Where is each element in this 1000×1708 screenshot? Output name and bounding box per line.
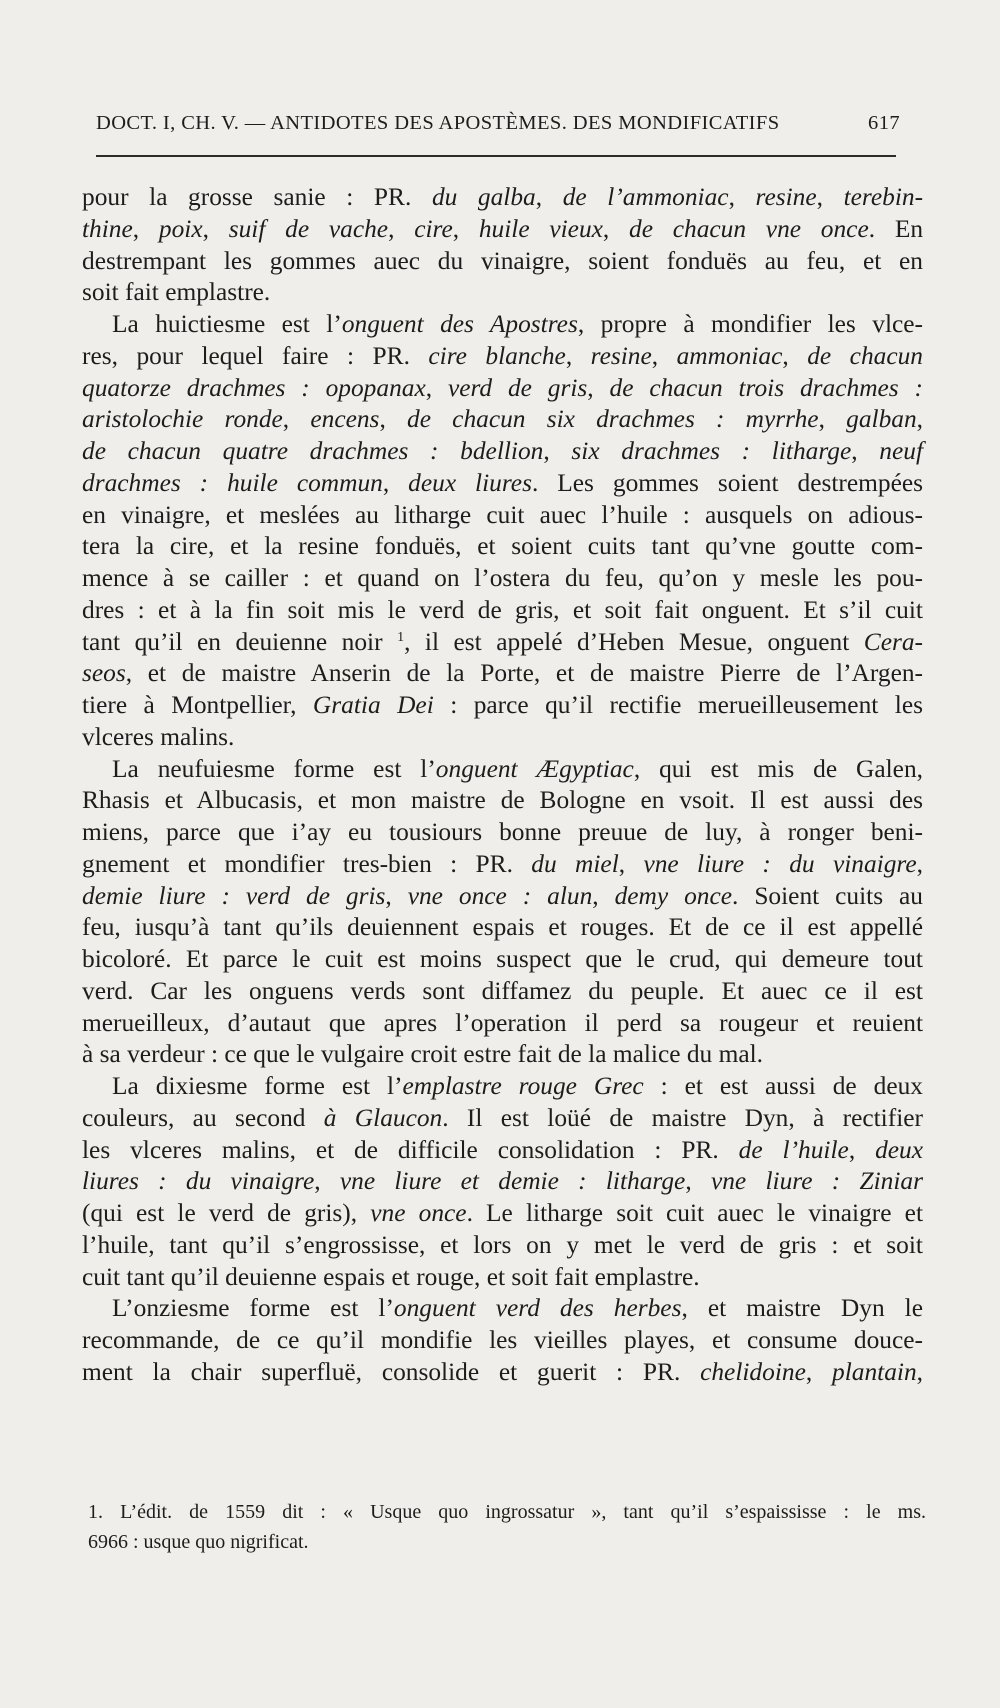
page-number: 617 [868,112,900,134]
text-line: seos, et de maistre Anserin de la Porte, et de maistre Pierre de l’Argen- [82,659,923,688]
text-line: vlceres malins. [82,722,235,751]
footnote-line: 1. L’édit. de 1559 dit : « Usque quo ingrossatur », tant qu’il s’espaississe : le ms. [88,1501,926,1523]
text-line: La huictiesme est l’onguent des Apostres, propre à mondifier les vlce- [112,310,923,338]
text-line: verd. Car les onguens verds sont diffamez du peuple. Et auec ce il est [82,976,923,1005]
text-line: Rhasis et Albucasis, et mon maistre de Bologne en vsoit. Il est aussi des [82,786,923,815]
running-header [96,112,900,135]
text-line: l’huile, tant qu’il s’engrossisse, et lors on y met le verd de gris : et soit [82,1230,923,1259]
text-line: tant qu’il en deuienne noir $^1$, il est appelé d’Heben Mesue, onguent Cera- [82,627,924,656]
text-line: les vlceres malins, et de difficile consolidation : PR. de l’huile, deux [82,1135,923,1164]
text-line: La dixiesme forme est l’emplastre rouge Grec : et est aussi de deux [112,1072,923,1100]
text-line: (qui est le verd de gris), vne once. Le litharge soit cuit auec le vinaigre et [82,1199,924,1227]
text-line: bicoloré. Et parce le cuit est moins suspect que le crud, qui demeure tout [82,945,923,973]
text-line: destrempant les gommes auec du vinaigre, soient fonduës au feu, et en [82,246,923,275]
text-line: recommande, de ce qu’il mondifie les vieilles playes, et consume douce- [82,1326,923,1354]
footnote-line: 6966 : usque quo nigrificat. [88,1531,309,1553]
text-line: thine, poix, suif de vache, cire, huile vieux, de chacun vne once. En [82,214,924,243]
header-rule [96,155,896,157]
text-line: mence à se cailler : et quand on l’ostera du feu, qu’on y mesle les pou- [82,564,923,592]
footnote [88,1497,926,1557]
text-line: ment la chair superfluë, consolide et guerit : PR. chelidoine, plantain, [82,1357,923,1386]
text-line: drachmes : huile commun, deux liures. Les gommes soient destrempées [82,468,923,497]
text-line: miens, parce que i’ay eu tousiours bonne preuue de luy, à ronger beni- [82,818,923,846]
text-line: res, pour lequel faire : PR. cire blanche, resine, ammoniac, de chacun [82,341,924,370]
text-line: pour la grosse sanie : PR. du galba, de l’ammoniac, resine, terebin- [82,183,924,211]
text-line: dres : et à la fin soit mis le verd de gris, et soit fait onguent. Et s’il cuit [82,595,923,624]
running-title: DOCT. I, CH. V. — ANTIDOTES DES APOSTÈMES. DES MONDIFICATIFS [96,112,780,134]
text-line: en vinaigre, et meslées au litharge cuit auec l’huile : ausquels on adious- [82,500,923,529]
text-line: de chacun quatre drachmes : bdellion, six drachmes : litharge, neuf [82,437,924,465]
text-line: feu, iusqu’à tant qu’ils deuiennent espais et rouges. Et de ce il est appellé [82,913,923,942]
text-line: liures : du vinaigre, vne liure et demie : litharge, vne liure : Ziniar [82,1167,923,1196]
text-line: tera la cire, et la resine fonduës, et soient cuits tant qu’vne goutte com- [82,532,923,561]
text-line: quatorze drachmes : opopanax, verd de gris, de chacun trois drachmes : [82,373,923,402]
text-line: demie liure : verd de gris, vne once : alun, demy once. Soient cuits au [82,881,923,910]
text-line: couleurs, au second à Glaucon. Il est loüé de maistre Dyn, à rectifier [82,1103,923,1132]
text-line: gnement et mondifier tres-bien : PR. du miel, vne liure : du vinaigre, [82,849,924,878]
text-line: soit fait emplastre. [82,278,271,307]
body-text [82,182,923,1389]
text-line: merueilleux, d’autaut que apres l’operation il perd sa rougeur et reuient [82,1008,923,1037]
text-line: La neufuiesme forme est l’onguent Ægyptiac, qui est mis de Galen, [112,754,923,783]
text-line: L’onziesme forme est l’onguent verd des herbes, et maistre Dyn le [112,1294,923,1323]
text-line: cuit tant qu’il deuienne espais et rouge, et soit fait emplastre. [82,1262,700,1291]
text-line: tiere à Montpellier, Gratia Dei : parce qu’il rectifie merueilleusement les [82,691,923,719]
text-line: aristolochie ronde, encens, de chacun six drachmes : myrrhe, galban, [82,405,924,434]
text-line: à sa verdeur : ce que le vulgaire croit estre fait de la malice du mal. [82,1040,763,1069]
